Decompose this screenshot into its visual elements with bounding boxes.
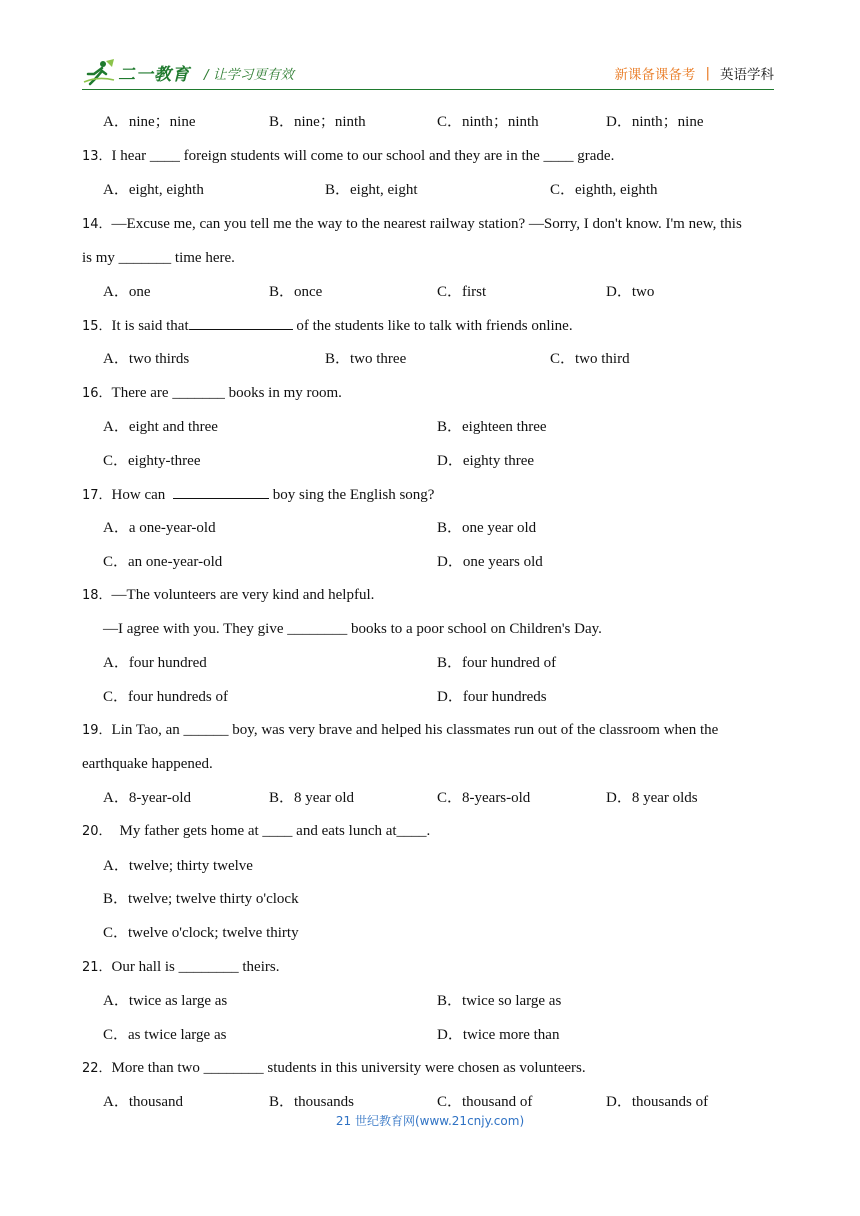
option: A．a one-year-old [103,520,216,536]
option: A．twice as large as [103,993,228,1009]
question-19-continued [82,754,213,774]
option: D．four hundreds [437,689,547,705]
option: A．nine；nine [103,114,196,130]
question-number: 22． [82,1061,112,1076]
question-text: How can [111,487,170,503]
option: B．eighteen three [437,419,547,435]
option: B．twice so large as [437,993,562,1009]
brand-logo [82,57,190,87]
question-17 [82,484,434,506]
question-number: 21． [82,960,112,975]
option: A．8-year-old [103,790,192,806]
option: D．one years old [437,554,543,570]
option: A．eight, eighth [103,182,204,198]
question-number: 18． [82,588,112,603]
question-18 [82,585,374,606]
question-text: earthquake happened. [82,756,213,772]
option: B．8 year old [269,790,354,806]
question-19 [82,720,718,741]
option: C．thousand of [437,1094,533,1110]
answer-blank [189,315,293,330]
option: A．twelve; thirty twelve [103,858,253,874]
subject-label: 英语学科 [720,67,774,83]
question-number: 15． [82,319,112,334]
option: D．8 year olds [606,790,698,806]
option: C．an one-year-old [103,554,223,570]
question-20 [82,821,430,842]
option: D．eighty three [437,453,535,469]
question-number: 19． [82,723,112,738]
option: D．thousands of [606,1094,709,1110]
option: A．eight and three [103,419,218,435]
question-text: boy sing the English song? [269,487,435,503]
question-text: My father gets home at ____ and eats lunch at____. [119,823,431,839]
question-text: I hear ____ foreign students will come to our school and they are in the ____ grade. [111,148,615,164]
answer-blank [173,484,269,499]
course-label: 新课备课备考 [614,67,696,83]
header-separator: | [705,65,710,81]
option: D．ninth；nine [606,114,704,130]
option: A．two thirds [103,351,190,367]
question-15 [82,315,573,337]
question-text: There are _______ books in my room. [111,385,342,401]
option: C．eighth, eighth [550,182,658,198]
option: B．one year old [437,520,537,536]
option: B．twelve; twelve thirty o'clock [103,891,299,907]
logo-text: 二一教育 [118,64,190,85]
question-text: —The volunteers are very kind and helpful. [111,587,375,603]
page-footer: 21 世纪教育网(www.21cnjy.com) [335,1114,525,1128]
question-21 [82,957,279,978]
slogan: / 让学习更有效 [204,67,294,83]
question-text: More than two ________ students in this university were chosen as volunteers. [111,1060,586,1076]
question-text: It is said that [111,318,189,334]
question-text: Our hall is ________ theirs. [111,959,280,975]
option: B．once [269,284,323,300]
question-14 [82,214,742,235]
header-right [614,63,774,83]
option: B．two three [325,351,407,367]
running-man-logo-icon [82,58,116,86]
question-14-continued [82,248,235,268]
option: C．four hundreds of [103,689,228,705]
question-18-continued [103,619,602,639]
option: C．as twice large as [103,1027,227,1043]
option: C．two third [550,351,630,367]
option: C．twelve o'clock; twelve thirty [103,925,299,941]
option: C．eighty-three [103,453,201,469]
option: A．thousand [103,1094,183,1110]
option: C．first [437,284,487,300]
option: D．twice more than [437,1027,560,1043]
option: B．four hundred of [437,655,557,671]
page-header [82,55,774,91]
question-number: 13． [82,149,112,164]
question-16 [82,383,342,404]
question-number: 14． [82,217,112,232]
question-13 [82,146,614,167]
option: A．one [103,284,151,300]
question-number: 16． [82,386,112,401]
header-divider [82,89,774,90]
question-text: is my _______ time here. [82,250,235,266]
option: B．eight, eight [325,182,418,198]
option: B．nine；ninth [269,114,366,130]
option: A．four hundred [103,655,207,671]
question-text: Lin Tao, an ______ boy, was very brave and helped his classmates run out of the classroom when the [111,722,719,738]
option: B．thousands [269,1094,355,1110]
question-text: —I agree with you. They give ________ books to a poor school on Children's Day. [103,621,602,637]
question-22 [82,1058,586,1079]
option: D．two [606,284,655,300]
option: C．ninth；ninth [437,114,539,130]
option: C．8-years-old [437,790,531,806]
question-number: 20． [82,824,112,839]
question-text: —Excuse me, can you tell me the way to the nearest railway station? —Sorry, I don't know. I'm new, this [111,216,742,232]
question-text: of the students like to talk with friends online. [292,318,573,334]
question-number: 17． [82,488,112,503]
